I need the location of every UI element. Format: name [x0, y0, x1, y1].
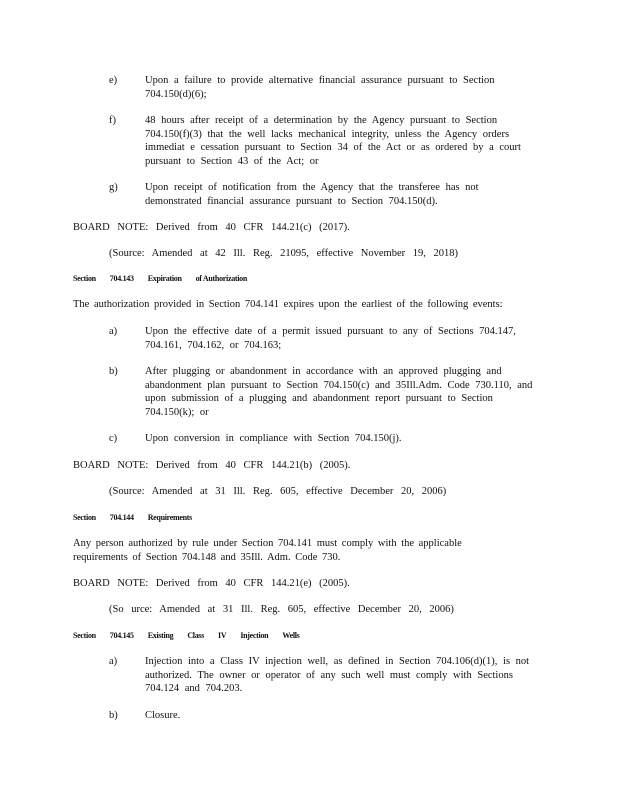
- item-text: Upon a failure to provide alternative financial assurance pursuant to Section 704.150(d)(6);: [145, 75, 495, 100]
- item-text: 48 hours after receipt of a determination by the Agency pursuant to Section 704.150(f)(3) that the well lacks mechanical integrity, unless the Agency orders immediat e cessation pursuant to Section 34 of the Act or as ordered by a court pursuant to Section 43 of the Act; or: [145, 115, 521, 167]
- section-number: 704.145: [109, 631, 134, 640]
- section-title: Existing: [147, 631, 174, 640]
- item-label: a): [109, 656, 118, 667]
- item-text: After plugging or abandonment in accordance with an approved plugging and abandonment plan pursuant to Section 704.150(c) and 35Ill.Adm. Code 730.110, and upon submission of a plugging and abandonment report pursuant to Section 704.150(k); or: [145, 366, 533, 418]
- section-title: of Authorization: [195, 274, 248, 283]
- section-intro: The authorization provided in Section 704.141 expires upon the earliest of the following events:: [73, 299, 503, 310]
- item-label: b): [109, 366, 118, 377]
- section-title: Class: [187, 631, 205, 640]
- board-note: BOARD NOTE: Derived from 40 CFR 144.21(e) (2005).: [73, 578, 350, 589]
- section-title: IV: [218, 631, 227, 640]
- section-word: Section: [73, 631, 96, 640]
- section-title: Expiration: [147, 274, 182, 283]
- section-heading: [73, 631, 313, 641]
- item-label: g): [109, 182, 118, 193]
- source-note: (Source: Amended at 31 Ill. Reg. 605, effective December 20, 2006): [109, 486, 447, 497]
- section-word: Section: [73, 513, 96, 522]
- section-title: Requirements: [147, 513, 192, 522]
- item-text: Closure.: [145, 710, 181, 721]
- item-text: Injection into a Class IV injection well, as defined in Section 704.106(d)(1), is not authorized. The owner or operator of any such well must comply with Sections 704.124 and 704.203.: [145, 656, 530, 694]
- item-label: c): [109, 433, 118, 444]
- item-text: Upon receipt of notification from the Agency that the transferee has not demonstrated financial assurance pursuant to Section 704.150(d).: [145, 182, 479, 207]
- section-title: Wells: [282, 631, 300, 640]
- section-intro: Any person authorized by rule under Section 704.141 must comply with the applicable requirements of Section 704.148 and 35Ill. Adm. Code 730.: [73, 538, 462, 563]
- item-text: Upon conversion in compliance with Section 704.150(j).: [145, 433, 402, 444]
- section-number: 704.143: [109, 274, 134, 283]
- section-heading: [73, 274, 261, 284]
- item-label: e): [109, 75, 118, 86]
- item-label: b): [109, 710, 118, 721]
- source-note: (Source: Amended at 42 Ill. Reg. 21095, effective November 19, 2018): [109, 248, 458, 259]
- item-label: a): [109, 326, 118, 337]
- board-note: BOARD NOTE: Derived from 40 CFR 144.21(b) (2005).: [73, 460, 351, 471]
- board-note: BOARD NOTE: Derived from 40 CFR 144.21(c) (2017).: [73, 222, 350, 233]
- source-note: (So urce: Amended at 31 Ill. Reg. 605, effective December 20, 2006): [109, 604, 454, 615]
- section-word: Section: [73, 274, 96, 283]
- section-title: Injection: [240, 631, 269, 640]
- section-heading: [73, 513, 206, 523]
- item-label: f): [109, 115, 116, 126]
- item-text: Upon the effective date of a permit issued pursuant to any of Sections 704.147, 704.161, 704.162, or 704.163;: [145, 326, 516, 351]
- section-number: 704.144: [109, 513, 134, 522]
